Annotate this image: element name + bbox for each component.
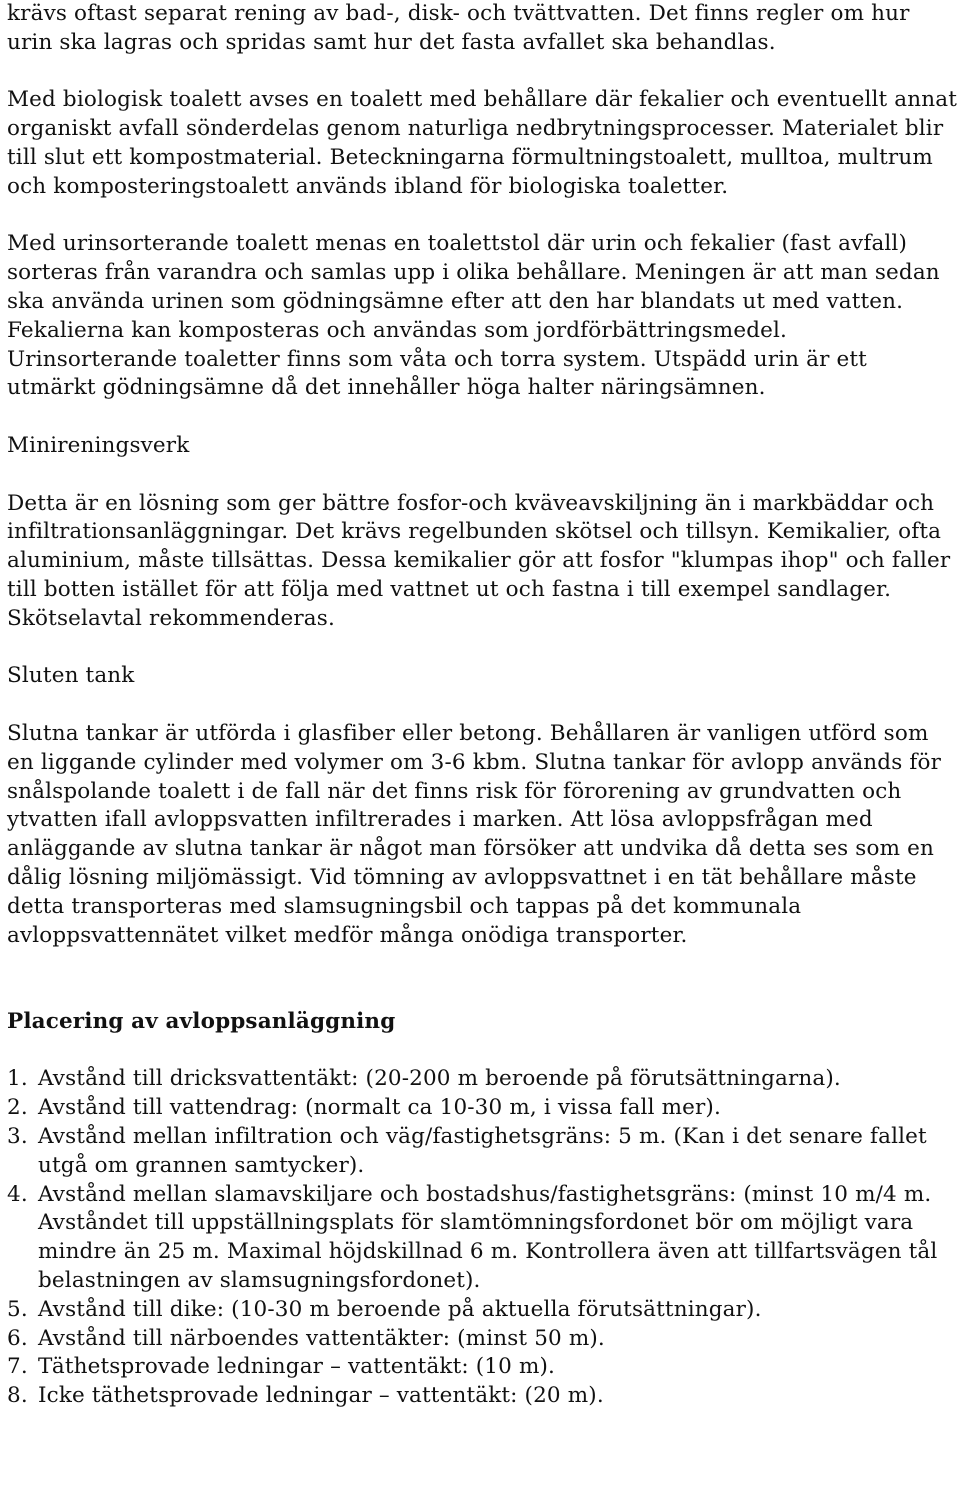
list-item-number: 4. [7, 1181, 28, 1207]
paragraph-gap [7, 1037, 959, 1066]
paragraph-gap [7, 979, 959, 1008]
paragraph-gap [7, 950, 959, 979]
paragraph-intro-tail: krävs oftast separat rening av bad-, disk- och tvättvatten. Det finns regler om hur urin ska lagras och spridas samt hur det fasta avfallet ska behandlas. [7, 1, 910, 55]
paragraph-sluten-tank: Slutna tankar är utförda i glasfiber eller betong. Behållaren är vanligen utförd som en liggande cylinder med volymer om 3-6 kbm. Slutna tankar för avlopp används för snålspolande toalett i de fall när det finns risk för förorening av grundvatten och ytvatten ifall avloppsvatten infiltrerades i marken. Att lösa avloppsfrågan med anläggande av slutna tankar är något man försöker att undvika då detta ses som en dålig lösning miljömässigt. Vid tömning av avloppsvattnet i en tät behållare måste detta transporteras med slamsugningsbil och tappas på det kommunala avloppsvattennätet vilket medför många onödiga transporter. [7, 720, 942, 948]
list-item-number: 3. [7, 1124, 28, 1150]
list-item-text: Täthetsprovade ledningar – vattentäkt: (10 m). [38, 1354, 556, 1380]
list-item-number: 1. [7, 1066, 28, 1092]
list-item-number: 8. [7, 1383, 28, 1409]
list-item-text: Icke täthetsprovade ledningar – vattentäkt: (20 m). [38, 1383, 604, 1409]
list-item-text: Avstånd till vattendrag: (normalt ca 10-30 m, i vissa fall mer). [38, 1095, 721, 1121]
list-item-number: 6. [7, 1325, 28, 1351]
list-item [7, 1382, 959, 1411]
list-item-text: Avstånd till dricksvattentäkt: (20-200 m beroende på förutsättningarna). [38, 1066, 841, 1092]
list-item [7, 1123, 959, 1181]
heading-sluten-tank: Sluten tank [7, 663, 135, 689]
list-item [7, 1353, 959, 1382]
list-item [7, 1325, 959, 1354]
list-item-text: Avstånd mellan infiltration och väg/fastighetsgräns: 5 m. (Kan i det senare fallet utgå om grannen samtycker). [38, 1124, 927, 1178]
list-item-number: 2. [7, 1095, 28, 1121]
list-item [7, 1094, 959, 1123]
list-item-number: 5. [7, 1296, 28, 1322]
list-item-text: Avstånd till dike: (10-30 m beroende på aktuella förutsättningar). [38, 1296, 762, 1322]
paragraph-gap [7, 634, 959, 663]
list-item-text: Avstånd till närboendes vattentäkter: (minst 50 m). [38, 1325, 605, 1351]
heading-minireningsverk: Minireningsverk [7, 432, 190, 458]
heading-placering: Placering av avloppsanläggning [7, 1008, 396, 1034]
paragraph-gap [7, 58, 959, 87]
paragraph-urinsorterande-toalett: Med urinsorterande toalett menas en toalettstol där urin och fekalier (fast avfall) sorteras från varandra och samlas upp i olika behållare. Meningen är att man sedan ska använda urinen som gödningsämne efter att den har blandats ut med vatten. Fekalierna kan komposteras och användas som jordförbättringsmedel. Urinsorterande toaletter finns som våta och torra system. Utspädd urin är ett utmärkt gödningsämne då det innehåller höga halter näringsämnen. [7, 231, 940, 401]
list-item [7, 1065, 959, 1094]
paragraph-gap [7, 461, 959, 490]
paragraph-gap [7, 403, 959, 432]
list-item [7, 1181, 959, 1296]
paragraph-biologisk-toalett: Med biologisk toalett avses en toalett med behållare där fekalier och eventuellt annat organiskt avfall sönderdelas genom naturliga nedbrytningsprocesser. Materialet blir till slut ett kompostmaterial. Beteckningarna förmultningstoalett, mulltoa, multrum och komposteringstoalett används ibland för biologiska toaletter. [7, 87, 957, 199]
document-page [7, 0, 959, 1411]
list-item-text: Avstånd mellan slamavskiljare och bostadshus/fastighetsgräns: (minst 10 m/4 m. Avståndet till uppställningsplats för slamtömningsfordonet bör om möjligt vara mindre än 25 m. Maximal höjdskillnad 6 m. Kontrollera även att tillfartsvägen tål belastningen av slamsugningsfordonet). [38, 1181, 938, 1294]
list-item-number: 7. [7, 1354, 28, 1380]
placering-list [7, 1065, 959, 1411]
paragraph-minireningsverk: Detta är en lösning som ger bättre fosfor-och kväveavskiljning än i markbäddar och infiltrationsanläggningar. Det krävs regelbunden skötsel och tillsyn. Kemikalier, ofta aluminium, måste tillsättas. Dessa kemikalier gör att fosfor "klumpas ihop" och faller till botten istället för att följa med vattnet ut och fastna i till exempel sandlager. Skötselavtal rekommenderas. [7, 490, 951, 631]
list-item [7, 1296, 959, 1325]
paragraph-gap [7, 202, 959, 231]
paragraph-gap [7, 691, 959, 720]
